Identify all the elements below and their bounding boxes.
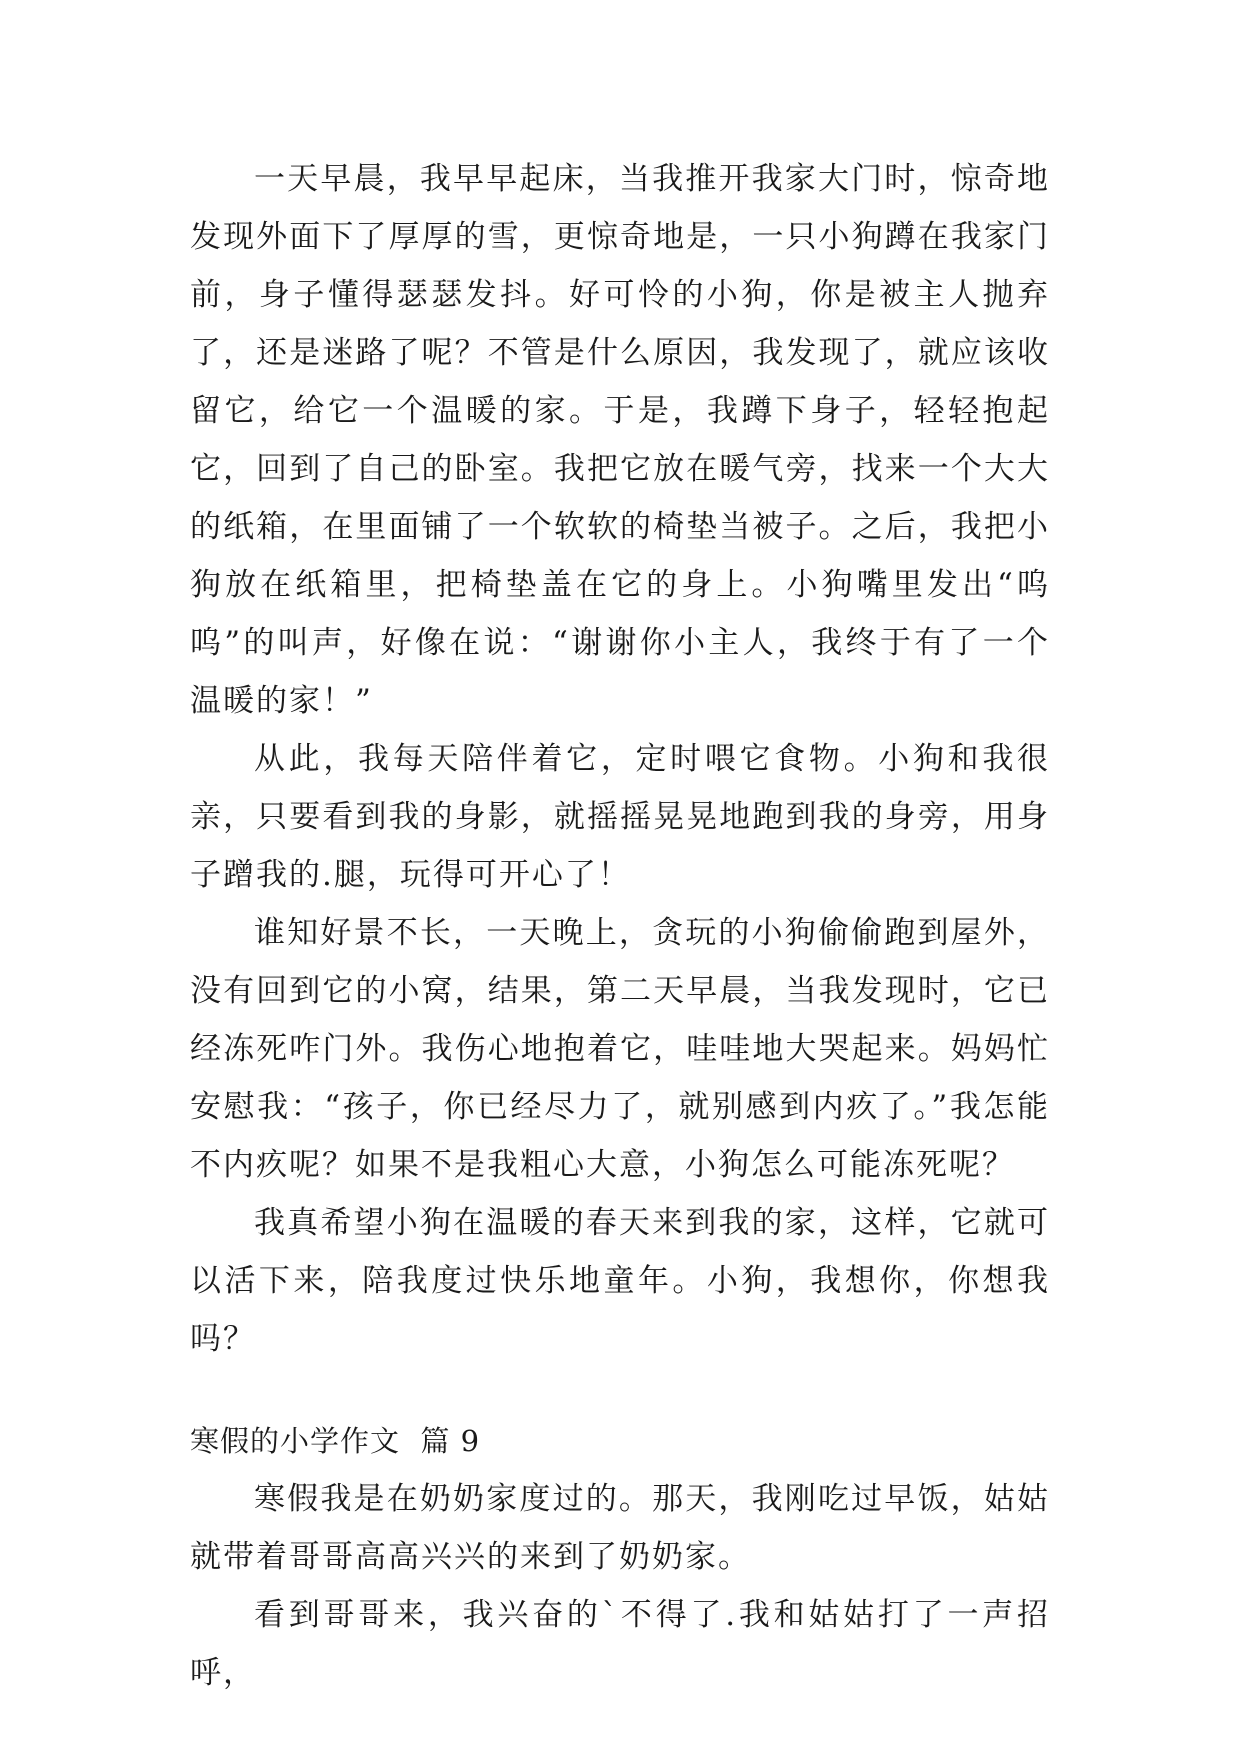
paragraph: 从此，我每天陪伴着它，定时喂它食物。小狗和我很亲，只要看到我的身影，就摇摇晃晃地跑到我的身旁，用身子蹭我的.腿，玩得可开心了！	[190, 741, 1050, 893]
paragraph: 寒假我是在奶奶家度过的。那天，我刚吃过早饭，姑姑就带着哥哥高高兴兴的来到了奶奶家。	[190, 1481, 1050, 1575]
document-body	[190, 150, 1050, 1702]
paragraph: 看到哥哥来，我兴奋的`不得了.我和姑姑打了一声招呼，	[190, 1597, 1050, 1691]
paragraph: 谁知好景不长，一天晚上，贪玩的小狗偷偷跑到屋外，没有回到它的小窝，结果，第二天早晨，当我发现时，它已经冻死咋门外。我伤心地抱着它，哇哇地大哭起来。妈妈忙安慰我：“孩子，你已经尽力了，就别感到内疚了。”我怎能不内疚呢？如果不是我粗心大意，小狗怎么可能冻死呢？	[190, 915, 1050, 1183]
paragraph: 一天早晨，我早早起床，当我推开我家大门时，惊奇地发现外面下了厚厚的雪，更惊奇地是，一只小狗蹲在我家门前，身子懂得瑟瑟发抖。好可怜的小狗，你是被主人抛弃了，还是迷路了呢？不管是什么原因，我发现了，就应该收留它，给它一个温暖的家。于是，我蹲下身子，轻轻抱起它，回到了自己的卧室。我把它放在暖气旁，找来一个大大的纸箱，在里面铺了一个软软的椅垫当被子。之后，我把小狗放在纸箱里，把椅垫盖在它的身上。小狗嘴里发出“呜呜”的叫声，好像在说：“谢谢你小主人，我终于有了一个温暖的家！”	[190, 161, 1050, 719]
paragraph: 我真希望小狗在温暖的春天来到我的家，这样，它就可以活下来，陪我度过快乐地童年。小狗，我想你，你想我吗？	[190, 1205, 1050, 1357]
section-heading: 寒假的小学作文 篇 9	[190, 1424, 481, 1458]
